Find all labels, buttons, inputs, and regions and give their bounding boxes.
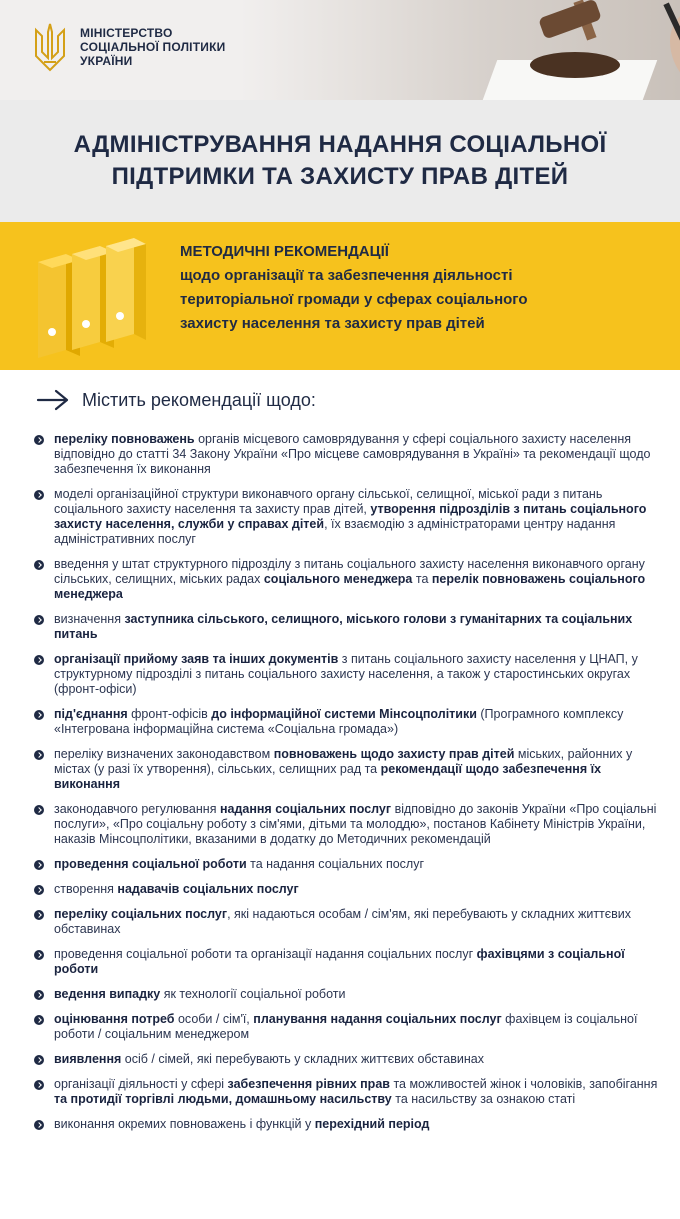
ministry-name xyxy=(80,26,225,68)
item-text-bold: заступника сільського, селищного, міського голови з гуманітарних та соціальних питань xyxy=(54,612,633,641)
subtitle-line-4: захисту населення та захисту прав дітей xyxy=(180,315,485,332)
contains-heading xyxy=(36,388,316,412)
item-text: виконання окремих повноважень і функцій у xyxy=(54,1117,315,1131)
item-text-bold: надавачів соціальних послуг xyxy=(117,882,299,896)
item-text-bold: та протидії торгівлі людьми, домашньому насильству xyxy=(54,1092,392,1106)
bullet-icon xyxy=(34,860,44,870)
item-text-bold: забезпечення рівних прав xyxy=(227,1077,390,1091)
item-text-bold: під'єднання xyxy=(54,707,128,721)
item-text-bold: планування надання соціальних послуг xyxy=(253,1012,502,1026)
gavel-base-image xyxy=(530,52,620,78)
item-text-bold: ведення випадку xyxy=(54,987,161,1001)
list-item xyxy=(34,857,664,872)
subtitle xyxy=(180,240,660,336)
item-text: з питань соціального захисту населення у ЦНАП, у структурному підрозділі з питань соціального захисту населення, а також у старостинських округах (фронт-офіси) xyxy=(54,652,638,696)
ministry-line-1: МІНІСТЕРСТВО xyxy=(80,26,173,40)
subtitle-line-3: територіальної громади у сферах соціального xyxy=(180,291,528,308)
bullet-icon xyxy=(34,1015,44,1025)
list-item xyxy=(34,1052,664,1067)
list-item xyxy=(34,432,664,477)
ministry-logo xyxy=(30,22,225,72)
binders-icon xyxy=(30,232,150,362)
title-line-2: ПІДТРИМКИ ТА ЗАХИСТУ ПРАВ ДІТЕЙ xyxy=(111,163,569,190)
list-item xyxy=(34,802,664,847)
item-text: проведення соціальної роботи та організації надання соціальних послуг xyxy=(54,947,477,961)
list-item xyxy=(34,987,664,1002)
item-text: відповідно до законів України «Про соціальні послуги», «Про соціальну роботу з сім'ями, дітьми та молоддю», постанов Кабінету Міністрів України, наказів Мінсоцполітики, вказаними в додатку до Методичних рекомендацій xyxy=(54,802,657,846)
bullet-icon xyxy=(34,1080,44,1090)
item-text: , які надаються особам / сім'ям, які перебувають у складних життєвих обставинах xyxy=(54,907,632,936)
item-text: міських, районних у містах (у разі їх утворення), сільських, селищних рад та xyxy=(54,747,633,776)
header-banner xyxy=(0,0,680,100)
list-item xyxy=(34,487,664,547)
bullet-icon xyxy=(34,655,44,665)
bullet-icon xyxy=(34,1120,44,1130)
item-text: , їх взаємодію з адміністраторами центру надання адміністративних послуг xyxy=(54,517,616,546)
item-text-bold: соціального менеджера xyxy=(263,572,413,586)
ministry-line-2: СОЦІАЛЬНОЇ ПОЛІТИКИ xyxy=(80,40,226,54)
item-text-bold: переліку соціальних послуг xyxy=(54,907,228,921)
list-item xyxy=(34,612,664,642)
item-text: органів місцевого самоврядування у сфері соціального захисту населення відповідно до статті 34 Закону України «Про місцеве самоврядування в Україні» та рекомендації щодо забезпечення їх виконання xyxy=(54,432,651,476)
item-text-bold: рекомендації щодо забезпечення їх виконання xyxy=(54,762,602,791)
bullet-icon xyxy=(34,490,44,500)
bullet-icon xyxy=(34,710,44,720)
item-text: осіб / сімей, які перебувають у складних життєвих обставинах xyxy=(121,1052,484,1066)
contains-label: Містить рекомендації щодо: xyxy=(82,389,316,410)
bullet-icon xyxy=(34,560,44,570)
list-item xyxy=(34,747,664,792)
item-text: законодавчого регулювання xyxy=(54,802,220,816)
item-text-bold: перелік повноважень соціального менеджера xyxy=(54,572,646,601)
list-item xyxy=(34,1012,664,1042)
item-text: організації діяльності у сфері xyxy=(54,1077,228,1091)
bullet-icon xyxy=(34,615,44,625)
item-text: (Програмного комплексу «Інтегрована інформаційна система «Соціальна громада») xyxy=(54,707,624,736)
item-text: фахівцем із соціальної роботи / соціальним менеджером xyxy=(54,1012,638,1041)
bullet-icon xyxy=(34,1055,44,1065)
bullet-icon xyxy=(34,750,44,760)
bullet-icon xyxy=(34,990,44,1000)
item-text-bold: оцінювання потреб xyxy=(54,1012,175,1026)
item-text-bold: перехідний період xyxy=(314,1117,430,1131)
item-text-bold: утворення підрозділів з питань соціального захисту населення, служби у справах дітей xyxy=(54,502,647,531)
item-text: та можливостей жінок і чоловіків, запобігання xyxy=(389,1077,658,1091)
item-text-bold: до інформаційної системи Мінсоцполітики xyxy=(211,707,477,721)
arrow-right-icon xyxy=(36,388,70,412)
item-text-bold: переліку повноважень xyxy=(54,432,195,446)
item-text: особи / сім'ї, xyxy=(174,1012,254,1026)
item-text: переліку визначених законодавством xyxy=(54,747,274,761)
item-text-bold: виявлення xyxy=(54,1052,122,1066)
item-text-bold: повноважень щодо захисту прав дітей xyxy=(273,747,515,761)
item-text: моделі організаційної структури виконавчого органу сільської, селищної, міської ради з питань соціального захисту населення та захисту прав дітей, xyxy=(54,487,603,516)
item-text: та надання соціальних послуг xyxy=(246,857,425,871)
item-text: фронт-офісів xyxy=(127,707,212,721)
list-item xyxy=(34,882,664,897)
bullet-icon xyxy=(34,805,44,815)
item-text-bold: проведення соціальної роботи xyxy=(54,857,247,871)
recommendations-list xyxy=(34,432,664,1142)
header-photo xyxy=(240,0,680,100)
list-item xyxy=(34,947,664,977)
subtitle-line-2: щодо організації та забезпечення діяльності xyxy=(180,267,513,284)
bullet-icon xyxy=(34,950,44,960)
page-title xyxy=(74,129,607,193)
subtitle-line-1: МЕТОДИЧНІ РЕКОМЕНДАЦІЇ xyxy=(180,243,389,260)
title-line-1: АДМІНІСТРУВАННЯ НАДАННЯ СОЦІАЛЬНОЇ xyxy=(73,131,607,158)
bullet-icon xyxy=(34,910,44,920)
list-item xyxy=(34,557,664,602)
item-text: визначення xyxy=(54,612,125,626)
list-item xyxy=(34,907,664,937)
item-text-bold: фахівцями з соціальної роботи xyxy=(54,947,625,976)
bullet-icon xyxy=(34,885,44,895)
item-text-bold: надання соціальних послуг xyxy=(219,802,392,816)
bullet-icon xyxy=(34,435,44,445)
item-text: введення у штат структурного підрозділу з питань соціального захисту населення виконавчого органу сільських, селищних, міських радах xyxy=(54,557,645,586)
list-item xyxy=(34,1117,664,1132)
list-item xyxy=(34,652,664,697)
item-text: як технології соціальної роботи xyxy=(160,987,346,1001)
list-item xyxy=(34,707,664,737)
list-item xyxy=(34,1077,664,1107)
item-text: створення xyxy=(54,882,118,896)
ministry-line-3: УКРАЇНИ xyxy=(80,54,133,68)
item-text: та насильству за ознакою статі xyxy=(391,1092,576,1106)
item-text-bold: організації прийому заяв та інших документів xyxy=(54,652,339,666)
title-band xyxy=(0,100,680,222)
item-text: та xyxy=(412,572,432,586)
trident-icon xyxy=(30,22,70,72)
